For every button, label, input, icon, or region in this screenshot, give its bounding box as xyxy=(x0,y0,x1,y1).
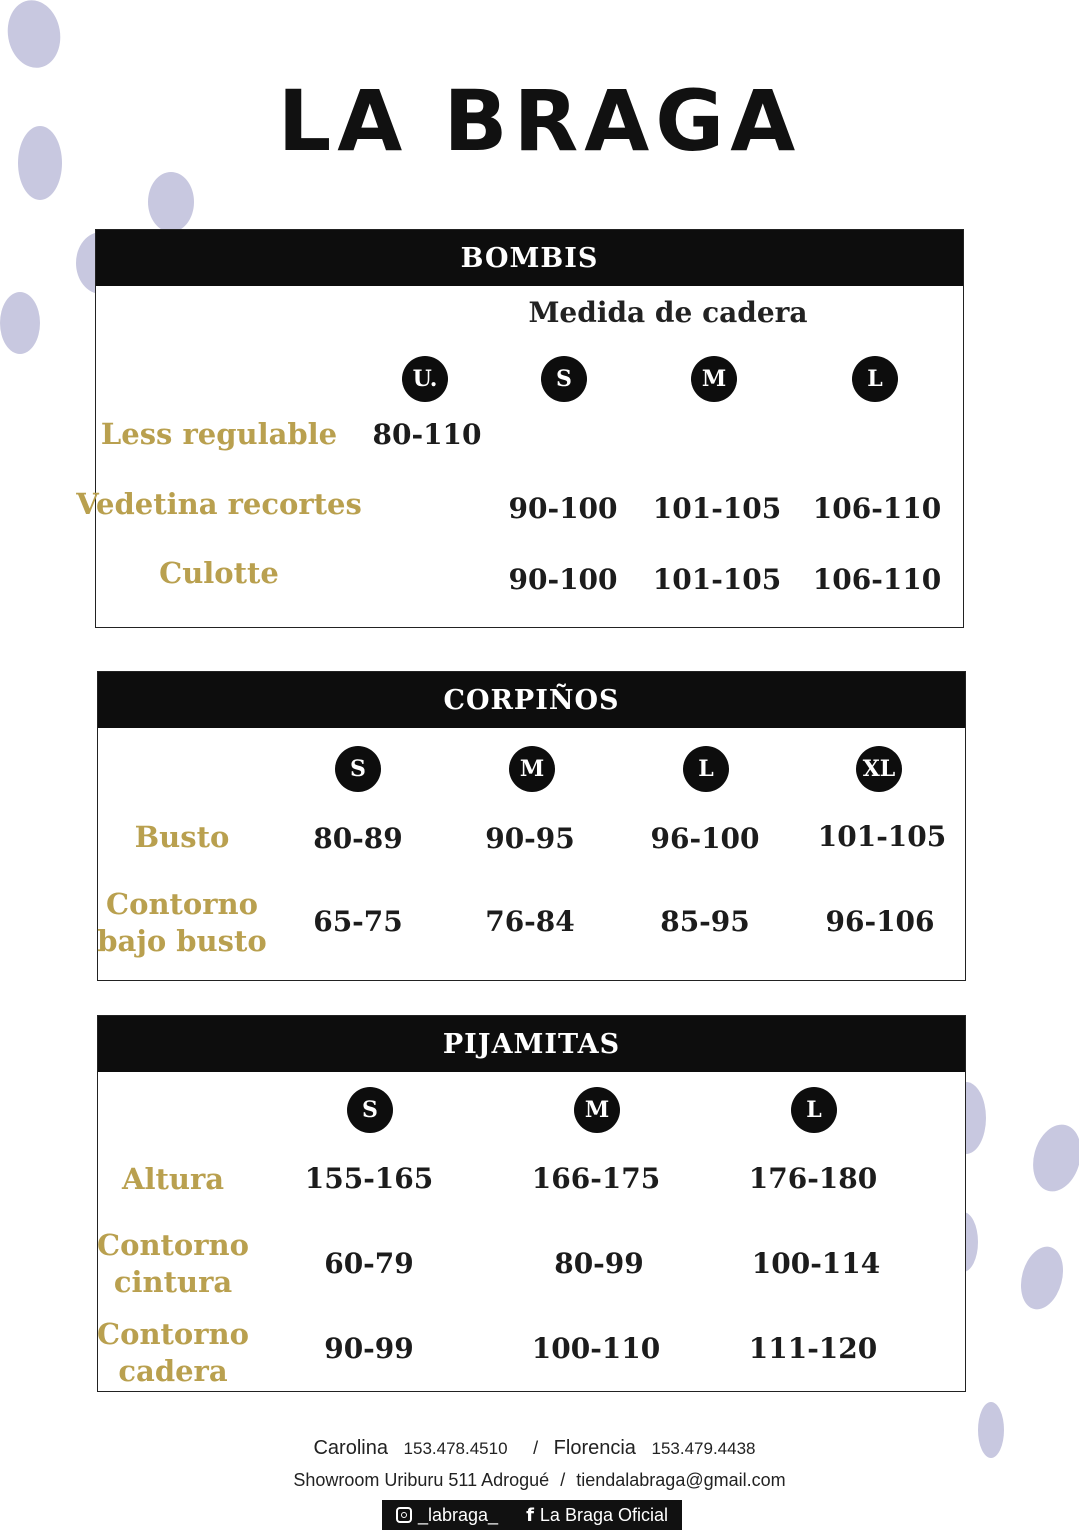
section-title: CORPIÑOS xyxy=(98,672,965,728)
brand-logo: LA BRAGA xyxy=(277,72,802,170)
measure-value: 106-110 xyxy=(812,492,942,525)
section-title: PIJAMITAS xyxy=(98,1016,965,1072)
measure-value: 101-105 xyxy=(652,492,782,525)
measure-value: 80-110 xyxy=(372,418,482,451)
measure-value: 90-100 xyxy=(508,563,618,596)
row-label: Altura xyxy=(121,1162,225,1196)
row-label-line: Contorno xyxy=(97,1317,249,1351)
facebook-icon: f xyxy=(526,1504,534,1526)
measure-value: 85-95 xyxy=(660,905,750,938)
measure-value: 80-89 xyxy=(313,822,403,855)
size-badge: U. xyxy=(402,356,448,402)
instagram-icon xyxy=(396,1507,412,1523)
bombis-table xyxy=(76,229,964,628)
contact-phone[interactable]: 153.478.4510 xyxy=(403,1439,508,1458)
facebook-page: La Braga Oficial xyxy=(539,1504,668,1525)
address-line xyxy=(0,1470,1079,1491)
email-link[interactable]: tiendalabraga@gmail.com xyxy=(576,1470,786,1490)
contact-line xyxy=(0,1437,1079,1460)
contact-name: Carolina xyxy=(313,1437,388,1459)
section-title: BOMBIS xyxy=(96,230,963,286)
row-label-line: cintura xyxy=(113,1265,233,1299)
measure-value: 176-180 xyxy=(748,1162,878,1195)
measure-value: 76-84 xyxy=(485,905,575,938)
row-label: Busto xyxy=(134,820,230,854)
decorative-blob xyxy=(0,292,40,354)
size-badge: M xyxy=(691,356,737,402)
size-badge: M xyxy=(509,746,555,792)
pijamitas-table xyxy=(97,1015,966,1392)
size-badge: M xyxy=(574,1087,620,1133)
row-label xyxy=(97,886,266,960)
showroom-address: Showroom Uriburu 511 Adrogué xyxy=(293,1470,550,1490)
size-badge: S xyxy=(541,356,587,402)
size-badge: S xyxy=(335,746,381,792)
row-label-line: bajo busto xyxy=(97,924,267,958)
size-badge: XL xyxy=(856,746,902,792)
measure-value: 90-95 xyxy=(485,822,575,855)
row-label-line: Contorno xyxy=(106,887,258,921)
measure-value: 96-106 xyxy=(825,905,935,938)
measure-value: 96-100 xyxy=(650,822,760,855)
measure-value: 65-75 xyxy=(313,905,403,938)
measure-value: 101-105 xyxy=(652,563,782,596)
row-label-line: Contorno xyxy=(97,1228,249,1262)
instagram-link[interactable] xyxy=(396,1505,498,1526)
measure-value: 166-175 xyxy=(531,1162,661,1195)
separator: / xyxy=(560,1470,566,1490)
row-label xyxy=(97,1227,249,1301)
size-badge: L xyxy=(852,356,898,402)
measure-value: 90-100 xyxy=(508,492,618,525)
row-label: Culotte xyxy=(159,556,279,590)
size-badge: L xyxy=(791,1087,837,1133)
measure-value: 155-165 xyxy=(304,1162,434,1195)
decorative-blob xyxy=(2,0,65,72)
size-badge: S xyxy=(347,1087,393,1133)
measure-value: 101-105 xyxy=(817,820,947,853)
row-label xyxy=(97,1316,249,1390)
measure-value: 100-110 xyxy=(531,1332,661,1365)
row-label: Less regulable xyxy=(100,417,338,451)
row-label: Vedetina recortes xyxy=(76,487,362,521)
decorative-blob xyxy=(1026,1119,1079,1197)
contact-phone[interactable]: 153.479.4438 xyxy=(651,1439,756,1458)
measure-value: 90-99 xyxy=(324,1332,414,1365)
decorative-blob xyxy=(1014,1242,1069,1314)
row-label-line: cadera xyxy=(118,1354,228,1388)
measure-value: 106-110 xyxy=(812,563,942,596)
measure-value: 111-120 xyxy=(748,1332,878,1365)
size-badge: L xyxy=(683,746,729,792)
decorative-blob xyxy=(148,172,194,232)
social-bar xyxy=(382,1500,682,1530)
measure-value: 60-79 xyxy=(324,1247,414,1280)
facebook-link[interactable] xyxy=(526,1505,668,1526)
measure-value: 80-99 xyxy=(554,1247,644,1280)
separator: / xyxy=(533,1438,539,1458)
measure-value: 100-114 xyxy=(751,1247,881,1280)
column-group-label: Medida de cadera xyxy=(528,296,808,329)
contact-name: Florencia xyxy=(553,1437,636,1459)
instagram-handle: _labraga_ xyxy=(418,1504,499,1525)
corpinos-table xyxy=(97,671,966,981)
